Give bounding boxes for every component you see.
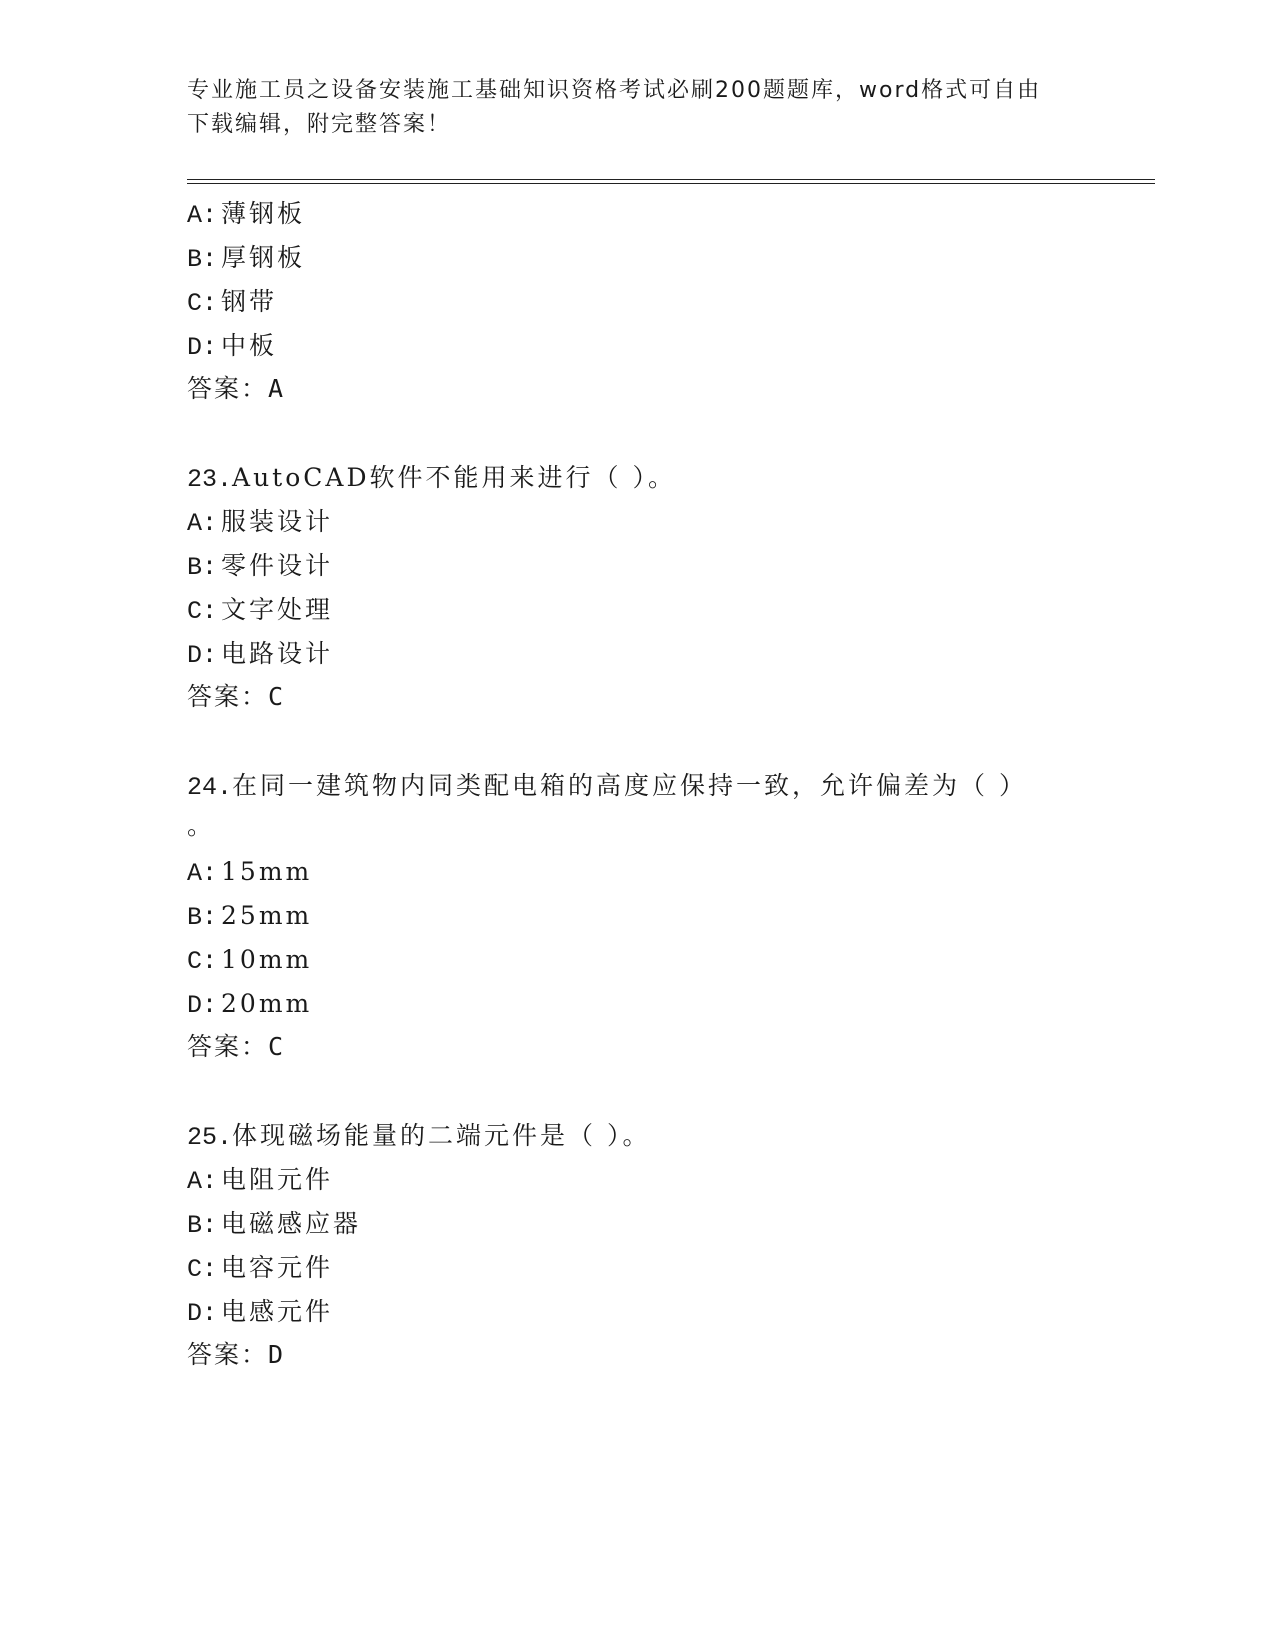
option-letter: B: — [187, 245, 218, 274]
option-text: 钢带 — [221, 287, 278, 316]
q22-option-c — [187, 286, 277, 320]
q22-option-b — [187, 242, 305, 276]
q22-answer — [187, 373, 283, 405]
option-letter: A: — [187, 509, 218, 538]
option-letter: A: — [187, 201, 218, 230]
header-rule-bottom — [187, 183, 1155, 184]
option-text: 零件设计 — [221, 551, 334, 580]
question-number: 23. — [187, 465, 233, 494]
question-number: 24. — [187, 773, 233, 802]
q22-option-a — [187, 198, 305, 232]
answer-value: A — [268, 374, 284, 403]
option-text: 电容元件 — [221, 1253, 334, 1282]
option-text: 电感元件 — [221, 1297, 334, 1326]
q23-option-a — [187, 506, 333, 540]
option-letter: C: — [187, 947, 218, 976]
option-letter: D: — [187, 333, 218, 362]
option-text: 电磁感应器 — [221, 1209, 362, 1238]
question-text: 在同一建筑物内同类配电箱的高度应保持一致，允许偏差为（ ） — [232, 771, 1027, 800]
q24-option-c — [187, 944, 312, 978]
answer-label: 答案： — [187, 682, 269, 711]
option-text: 电阻元件 — [221, 1165, 334, 1194]
option-letter: B: — [187, 903, 218, 932]
option-letter: C: — [187, 1255, 218, 1284]
answer-label: 答案： — [187, 1340, 269, 1369]
q23-option-d — [187, 638, 333, 672]
header-rule-top — [187, 179, 1155, 180]
option-text: 文字处理 — [221, 595, 334, 624]
header-line-2: 下载编辑，附完整答案！ — [187, 112, 452, 137]
document-header — [187, 74, 1087, 142]
option-text: 15mm — [221, 857, 313, 886]
option-letter: C: — [187, 597, 218, 626]
option-text: 服装设计 — [221, 507, 334, 536]
q23-question — [187, 462, 676, 496]
question-number: 25. — [187, 1123, 233, 1152]
option-text: 电路设计 — [221, 639, 334, 668]
option-letter: B: — [187, 553, 218, 582]
option-letter: D: — [187, 641, 218, 670]
q24-question-continuation: 。 — [187, 811, 216, 840]
q25-answer — [187, 1339, 283, 1371]
option-text: 中板 — [221, 331, 278, 360]
q25-question — [187, 1120, 650, 1154]
q25-option-a — [187, 1164, 333, 1198]
q23-option-c — [187, 594, 333, 628]
option-text: 薄钢板 — [221, 199, 306, 228]
answer-value: C — [268, 682, 284, 711]
question-text: AutoCAD软件不能用来进行（ ）。 — [232, 463, 676, 492]
q24-option-a — [187, 856, 312, 890]
q25-option-d — [187, 1296, 333, 1330]
q25-option-c — [187, 1252, 333, 1286]
q24-question — [187, 770, 1027, 804]
option-text: 25mm — [221, 901, 313, 930]
option-text: 10mm — [221, 945, 313, 974]
option-letter: A: — [187, 1167, 218, 1196]
q24-answer — [187, 1031, 283, 1063]
q24-option-b — [187, 900, 312, 934]
answer-value: D — [268, 1340, 284, 1369]
option-letter: B: — [187, 1211, 218, 1240]
answer-value: C — [268, 1032, 284, 1061]
option-letter: D: — [187, 1299, 218, 1328]
q23-option-b — [187, 550, 333, 584]
q24-option-d — [187, 988, 312, 1022]
answer-label: 答案： — [187, 1032, 269, 1061]
answer-label: 答案： — [187, 374, 269, 403]
option-text: 厚钢板 — [221, 243, 306, 272]
option-letter: A: — [187, 859, 218, 888]
header-line-1: 专业施工员之设备安装施工基础知识资格考试必刷200题题库，word格式可自由 — [187, 78, 1042, 103]
option-letter: C: — [187, 289, 218, 318]
option-letter: D: — [187, 991, 218, 1020]
q23-answer — [187, 681, 283, 713]
question-text: 体现磁场能量的二端元件是（ ）。 — [232, 1121, 651, 1150]
q25-option-b — [187, 1208, 361, 1242]
option-text: 20mm — [221, 989, 313, 1018]
q22-option-d — [187, 330, 277, 364]
